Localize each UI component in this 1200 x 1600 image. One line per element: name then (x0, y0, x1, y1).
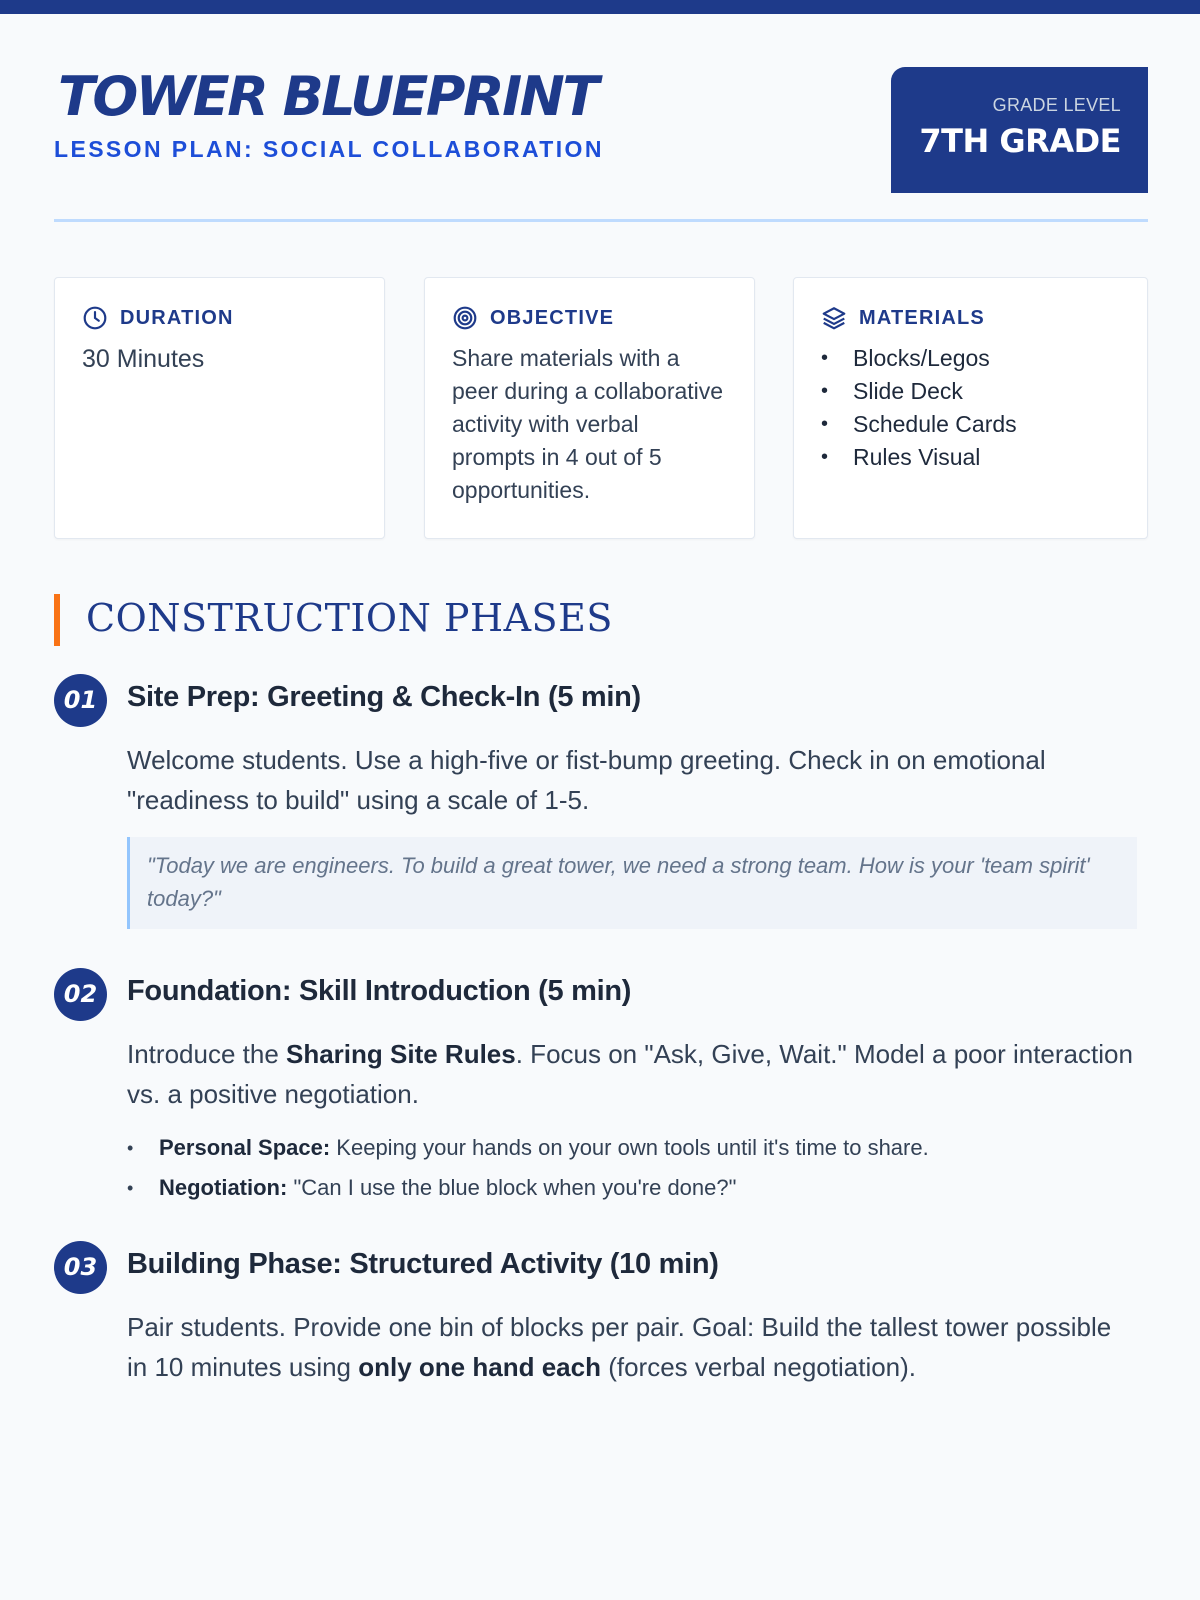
phase-body (127, 1307, 1137, 1387)
duration-card-title: DURATION (120, 306, 234, 329)
page-subtitle: LESSON PLAN: SOCIAL COLLABORATION (54, 136, 604, 162)
duration-card-header (82, 304, 358, 332)
rule-text: Keeping your hands on your own tools until it's time to share. (330, 1135, 929, 1160)
duration-card (54, 277, 385, 539)
duration-value: 30 Minutes (82, 345, 205, 373)
phase-text-part: Pair students. Provide one bin of blocks per pair. Goal: Build the tallest tower possible in 10 minutes using (127, 1312, 1112, 1382)
materials-list (821, 342, 1121, 474)
section-title: CONSTRUCTION PHASES (86, 596, 613, 640)
clock-icon (82, 305, 108, 331)
objective-card-header (452, 304, 728, 332)
phase-number-badge: 03 (54, 1241, 107, 1294)
objective-card (424, 277, 755, 539)
phase-description (127, 1307, 1137, 1387)
materials-card (793, 277, 1148, 539)
materials-list-item: • Slide Deck (821, 375, 1121, 408)
grade-level-badge (891, 67, 1148, 193)
phase-number-badge: 02 (54, 968, 107, 1021)
phase-description (127, 1034, 1137, 1114)
top-accent-bar (0, 0, 1200, 14)
page-header (54, 14, 1148, 222)
phase-title: Building Phase: Structured Activity (10 min) (127, 1248, 719, 1280)
phase-text-part: (forces verbal negotiation). (600, 1352, 917, 1382)
phase-text-emphasis: only one hand each (358, 1352, 601, 1382)
rule-text: "Can I use the blue block when you're done?" (287, 1175, 737, 1200)
page-title: TOWER BLUEPRINT (58, 65, 597, 128)
info-cards (54, 277, 1148, 539)
objective-text: Share materials with a peer during a collaborative activity with verbal prompts in 4 out of 5 opportunities. (452, 345, 724, 503)
phase-text-part: . Focus on "Ask, Give, Wait." Model a poor interaction vs. a positive negotiation. (127, 1039, 1133, 1109)
phase-number-badge: 01 (54, 674, 107, 727)
grade-level-label: GRADE LEVEL (992, 95, 1121, 115)
grade-level-value: 7TH GRADE (919, 122, 1121, 160)
rules-list-item (127, 1168, 1137, 1208)
objective-card-title: OBJECTIVE (490, 306, 615, 329)
materials-card-header (821, 304, 1121, 332)
phase-body (127, 740, 1137, 929)
target-icon (452, 305, 478, 331)
phase-body (127, 1034, 1137, 1208)
rules-list-item (127, 1128, 1137, 1168)
materials-list-item: • Blocks/Legos (821, 342, 1121, 375)
rules-list (127, 1128, 1137, 1208)
rule-label: Personal Space: (159, 1135, 331, 1160)
phase-description: Welcome students. Use a high-five or fist-bump greeting. Check in on emotional "readiness to build" using a scale of 1-5. (127, 745, 1046, 815)
section-accent-bar (54, 594, 60, 646)
phase-text-emphasis: Sharing Site Rules (286, 1039, 516, 1069)
layers-icon (821, 305, 847, 331)
script-quote: "Today we are engineers. To build a great tower, we need a strong team. How is your 'team spirit' today?" (127, 837, 1137, 929)
phase-title: Site Prep: Greeting & Check-In (5 min) (127, 681, 641, 713)
lesson-plan-page (54, 14, 1148, 1382)
rule-label: Negotiation: (159, 1175, 288, 1200)
materials-list-item: • Schedule Cards (821, 408, 1121, 441)
materials-list-item: • Rules Visual (821, 441, 1121, 474)
phase-text-part: Introduce the (127, 1039, 286, 1069)
materials-card-title: MATERIALS (859, 306, 985, 329)
header-divider (54, 219, 1148, 222)
phase-title: Foundation: Skill Introduction (5 min) (127, 975, 632, 1007)
